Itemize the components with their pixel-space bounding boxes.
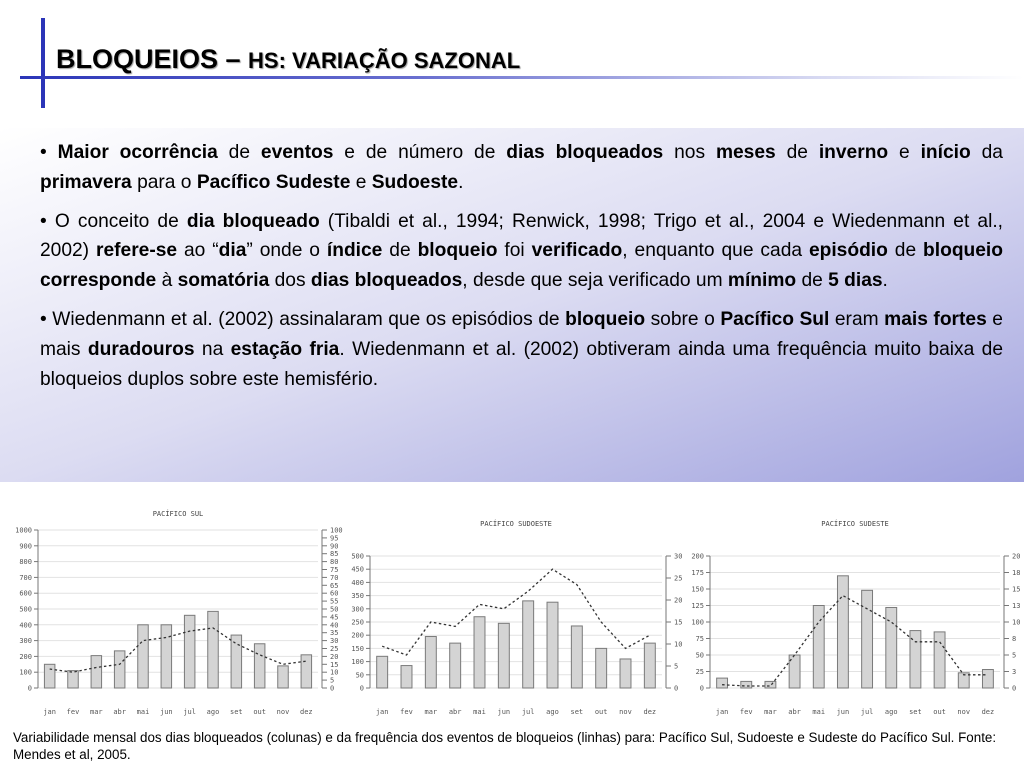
- y2-tick-label: 80: [330, 558, 339, 567]
- x-tick-label: fev: [66, 708, 80, 716]
- bar: [184, 615, 195, 688]
- x-tick-label: fev: [739, 708, 753, 716]
- bold-text-run: bloqueio: [565, 308, 646, 330]
- bold-text-run: estação fria: [230, 338, 340, 360]
- text-run: , enquanto que cada: [622, 240, 809, 262]
- y2-tick-label: 55: [330, 597, 339, 606]
- bold-text-run: eventos: [260, 142, 334, 163]
- y2-tick-label: 25: [674, 574, 683, 583]
- bold-text-run: primavera: [40, 171, 132, 193]
- chart-panel: [691, 519, 1020, 716]
- bar: [837, 576, 848, 688]
- x-tick-label: out: [253, 708, 266, 716]
- bar: [161, 625, 172, 688]
- chart-panel: [15, 509, 343, 716]
- bullet-item: [40, 305, 1003, 394]
- bar: [44, 664, 55, 688]
- bold-text-run: inverno: [818, 142, 889, 163]
- bar: [254, 644, 265, 688]
- y2-tick-label: 65: [330, 581, 339, 590]
- y-tick-label: 250: [351, 618, 364, 627]
- y-tick-label: 1000: [15, 526, 32, 535]
- bar: [377, 656, 388, 688]
- y-tick-label: 0: [699, 684, 704, 693]
- x-tick-label: jan: [715, 708, 729, 716]
- y2-tick-label: 100: [330, 526, 343, 535]
- bold-text-run: Pacífico Sul: [720, 308, 830, 330]
- x-tick-label: out: [594, 708, 608, 716]
- x-tick-label: jan: [375, 708, 389, 716]
- chart-title: PACÍFICO SUDOESTE: [480, 520, 552, 528]
- x-tick-label: abr: [788, 708, 801, 716]
- text-run: ao “: [177, 240, 219, 262]
- x-tick-label: mar: [764, 708, 777, 716]
- text-run: e mais: [40, 308, 1003, 360]
- y2-tick-label: 15: [330, 660, 339, 669]
- bar: [644, 643, 655, 688]
- y-tick-label: 25: [695, 668, 704, 676]
- text-run: Wiedenmann et al. (2002) assinalaram que os episódios de: [52, 308, 566, 330]
- x-tick-label: mai: [812, 708, 826, 716]
- bar: [523, 601, 534, 688]
- y-tick-label: 400: [351, 578, 364, 587]
- bar: [450, 643, 461, 688]
- x-tick-label: mar: [90, 708, 103, 716]
- bold-text-run: Pacífico Sudeste: [196, 171, 351, 193]
- charts-figure: [0, 498, 1024, 724]
- frequency-line: [722, 596, 988, 686]
- bold-text-run: mínimo: [727, 270, 797, 292]
- bar: [620, 659, 631, 688]
- figure-caption: Variabilidade mensal dos dias bloqueados (colunas) e da frequência dos eventos de bloqueios (linhas) para: Pacífico Sul, Sudoeste e Sudeste do Pacífico Sul. Fonte: Mendes et al, 2005.: [13, 730, 997, 762]
- y-tick-label: 600: [19, 589, 32, 598]
- bold-text-run: bloqueio: [417, 240, 498, 262]
- text-run: , desde que seja verificado um: [462, 270, 728, 292]
- y2-tick-label: 50: [330, 605, 339, 614]
- title-accent-horizontal-line: [20, 76, 1024, 79]
- y-tick-label: 150: [351, 644, 364, 653]
- y2-tick-label: 0: [674, 684, 679, 693]
- x-tick-label: nov: [276, 708, 290, 716]
- y-tick-label: 350: [351, 592, 364, 601]
- y2-tick-label: 0: [330, 684, 335, 693]
- y2-tick-label: 5: [1012, 651, 1017, 660]
- bold-text-run: dia bloqueado: [186, 210, 320, 232]
- y-tick-label: 800: [19, 558, 32, 567]
- text-run: de: [775, 142, 819, 163]
- y-tick-label: 300: [351, 605, 364, 614]
- y-tick-label: 0: [359, 684, 364, 693]
- y2-tick-label: 30: [330, 637, 339, 646]
- bold-text-run: duradouros: [87, 338, 195, 360]
- x-tick-label: dez: [643, 708, 657, 716]
- x-tick-label: jun: [836, 708, 850, 716]
- frequency-line: [50, 628, 307, 672]
- bold-text-run: episódio: [808, 240, 888, 262]
- chart-title: PACÍFICO SUDESTE: [821, 520, 889, 528]
- x-tick-label: set: [230, 708, 243, 716]
- bold-text-run: refere-se: [96, 240, 178, 262]
- slide-title-sub: HS: VARIAÇÃO SAZONAL: [248, 48, 521, 73]
- y-tick-label: 200: [691, 552, 704, 561]
- bullet-item: [40, 207, 1003, 296]
- y2-tick-label: 5: [330, 676, 335, 685]
- x-tick-label: set: [909, 708, 922, 716]
- y-tick-label: 150: [691, 585, 704, 594]
- y2-tick-label: 60: [330, 589, 339, 598]
- y2-tick-label: 10: [1012, 618, 1021, 627]
- y2-tick-label: 3: [1012, 668, 1017, 676]
- x-tick-label: set: [570, 708, 584, 716]
- text-run: de: [382, 240, 418, 262]
- bold-text-run: dias bloqueados: [310, 270, 463, 292]
- x-tick-label: jun: [160, 708, 173, 716]
- x-tick-label: jul: [860, 708, 874, 716]
- bar: [498, 623, 509, 688]
- bar: [547, 602, 558, 688]
- bar: [68, 671, 79, 688]
- y-tick-label: 175: [691, 569, 704, 577]
- y2-tick-label: 15: [674, 618, 683, 627]
- text-run: nos: [663, 142, 716, 163]
- x-tick-label: nov: [957, 708, 971, 716]
- text-run: . Wiedenmann et al. (2002) obtiveram ainda uma frequência muito baixa de bloqueios duplos sobre este hemisfério.: [40, 338, 1004, 390]
- bold-text-run: dia: [218, 240, 247, 262]
- bar: [571, 626, 582, 688]
- y2-tick-label: 20: [330, 652, 339, 661]
- y2-tick-label: 5: [674, 662, 679, 671]
- y2-tick-label: 0: [1012, 684, 1017, 693]
- y2-tick-label: 25: [330, 645, 339, 653]
- text-run: e de número de: [333, 142, 507, 163]
- text-run: de: [796, 270, 829, 292]
- bullet-item: [40, 138, 1003, 198]
- x-tick-label: mar: [424, 708, 438, 716]
- bar: [813, 606, 824, 689]
- bold-text-run: 5 dias: [828, 270, 883, 292]
- slide-title-main: BLOQUEIOS –: [56, 44, 249, 74]
- y2-tick-label: 15: [1012, 585, 1021, 594]
- y-tick-label: 0: [27, 684, 32, 693]
- y2-tick-label: 75: [330, 566, 339, 574]
- bullet-marker: •: [40, 210, 55, 232]
- x-tick-label: abr: [113, 708, 126, 716]
- bold-text-run: Maior ocorrência: [57, 142, 218, 163]
- bold-text-run: mais fortes: [884, 308, 987, 330]
- x-tick-label: out: [933, 708, 946, 716]
- y-tick-label: 500: [351, 552, 364, 561]
- y-tick-label: 200: [19, 652, 32, 661]
- text-run: ” onde o: [246, 240, 327, 262]
- bar: [886, 607, 897, 688]
- bar: [741, 681, 752, 688]
- chart-title: PACÍFICO SUL: [152, 510, 204, 518]
- bold-text-run: início: [920, 142, 971, 163]
- bullet-list: [40, 138, 1003, 403]
- x-tick-label: ago: [206, 708, 220, 716]
- x-tick-label: abr: [448, 708, 462, 716]
- x-tick-label: jun: [497, 708, 511, 716]
- y-tick-label: 300: [19, 637, 32, 646]
- y2-tick-label: 70: [330, 573, 339, 582]
- chart-panel: [351, 519, 682, 716]
- y2-tick-label: 90: [330, 542, 339, 551]
- bar: [596, 648, 607, 688]
- text-run: .: [458, 171, 464, 193]
- y2-tick-label: 20: [674, 596, 683, 605]
- bar: [114, 651, 125, 688]
- bar: [765, 681, 776, 688]
- y-tick-label: 125: [691, 602, 704, 610]
- y2-tick-label: 8: [1012, 635, 1017, 643]
- y-tick-label: 500: [19, 605, 32, 614]
- y2-tick-label: 95: [330, 534, 339, 543]
- y2-tick-label: 18: [1012, 569, 1021, 577]
- title-accent-vertical-line: [41, 18, 45, 108]
- text-run: da: [970, 142, 1003, 163]
- text-run: de: [887, 240, 924, 262]
- y-tick-label: 700: [19, 573, 32, 582]
- y-tick-label: 450: [351, 565, 364, 574]
- bold-text-run: verificado: [531, 240, 623, 262]
- y2-tick-label: 10: [674, 640, 683, 649]
- bar: [862, 590, 873, 688]
- text-run: foi: [497, 240, 532, 262]
- bar: [717, 678, 728, 688]
- bar: [474, 617, 485, 688]
- bold-text-run: somatória: [177, 270, 270, 292]
- bold-text-run: Sudoeste: [371, 171, 459, 193]
- bold-text-run: dias bloqueados: [506, 142, 664, 163]
- x-tick-label: nov: [619, 708, 632, 716]
- bar: [91, 656, 102, 688]
- bold-text-run: índice: [326, 240, 383, 262]
- bullet-marker: •: [40, 308, 53, 330]
- bold-text-run: meses: [715, 142, 776, 163]
- y-tick-label: 75: [695, 635, 704, 643]
- x-tick-label: dez: [981, 708, 995, 716]
- y-tick-label: 50: [355, 671, 364, 680]
- bar: [301, 655, 312, 688]
- bar: [425, 637, 436, 688]
- y2-tick-label: 30: [674, 552, 683, 561]
- charts-svg: [0, 498, 1024, 724]
- y-tick-label: 100: [691, 618, 704, 627]
- bar: [138, 625, 149, 688]
- text-run: à: [156, 270, 178, 292]
- text-run: .: [882, 270, 888, 292]
- text-run: dos: [269, 270, 311, 292]
- slide-title: [56, 44, 520, 75]
- x-tick-label: jan: [43, 708, 56, 716]
- y2-tick-label: 45: [330, 613, 339, 622]
- text-run: eram: [829, 308, 885, 330]
- x-tick-label: mai: [473, 708, 486, 716]
- y-tick-label: 900: [19, 542, 32, 551]
- bar: [934, 632, 945, 688]
- x-tick-label: ago: [546, 708, 559, 716]
- y-tick-label: 50: [695, 651, 704, 660]
- x-tick-label: ago: [884, 708, 898, 716]
- text-run: de: [217, 142, 261, 163]
- y-tick-label: 100: [19, 668, 32, 677]
- bold-text-run: bloqueio corresponde: [40, 240, 1003, 292]
- y-tick-label: 400: [19, 621, 32, 630]
- bar: [231, 635, 242, 688]
- text-run: e: [888, 142, 921, 163]
- y2-tick-label: 40: [330, 621, 339, 630]
- text-run: (Tibaldi et al., 1994; Renwick, 1998; Trigo et al., 2004 e Wiedenmann et al., 2002): [40, 210, 1003, 262]
- x-tick-label: jul: [521, 708, 535, 716]
- x-tick-label: jul: [183, 708, 196, 716]
- y2-tick-label: 13: [1012, 602, 1021, 610]
- bullet-marker: •: [40, 142, 58, 163]
- x-tick-label: dez: [300, 708, 313, 716]
- x-tick-label: mai: [136, 708, 150, 716]
- bar: [208, 611, 219, 688]
- bar: [401, 666, 412, 688]
- y-tick-label: 200: [351, 631, 364, 640]
- y2-tick-label: 10: [330, 668, 339, 677]
- text-run: e: [350, 171, 372, 193]
- y2-tick-label: 35: [330, 629, 339, 638]
- x-tick-label: fev: [400, 708, 413, 716]
- text-run: sobre o: [645, 308, 721, 330]
- y-tick-label: 100: [351, 658, 364, 667]
- bar: [278, 666, 289, 688]
- bar: [982, 670, 993, 688]
- text-run: para o: [131, 171, 197, 193]
- text-run: O conceito de: [54, 210, 187, 232]
- y2-tick-label: 20: [1012, 552, 1021, 561]
- y2-tick-label: 85: [330, 550, 339, 559]
- text-run: na: [194, 338, 231, 360]
- title-bar: [0, 0, 1024, 120]
